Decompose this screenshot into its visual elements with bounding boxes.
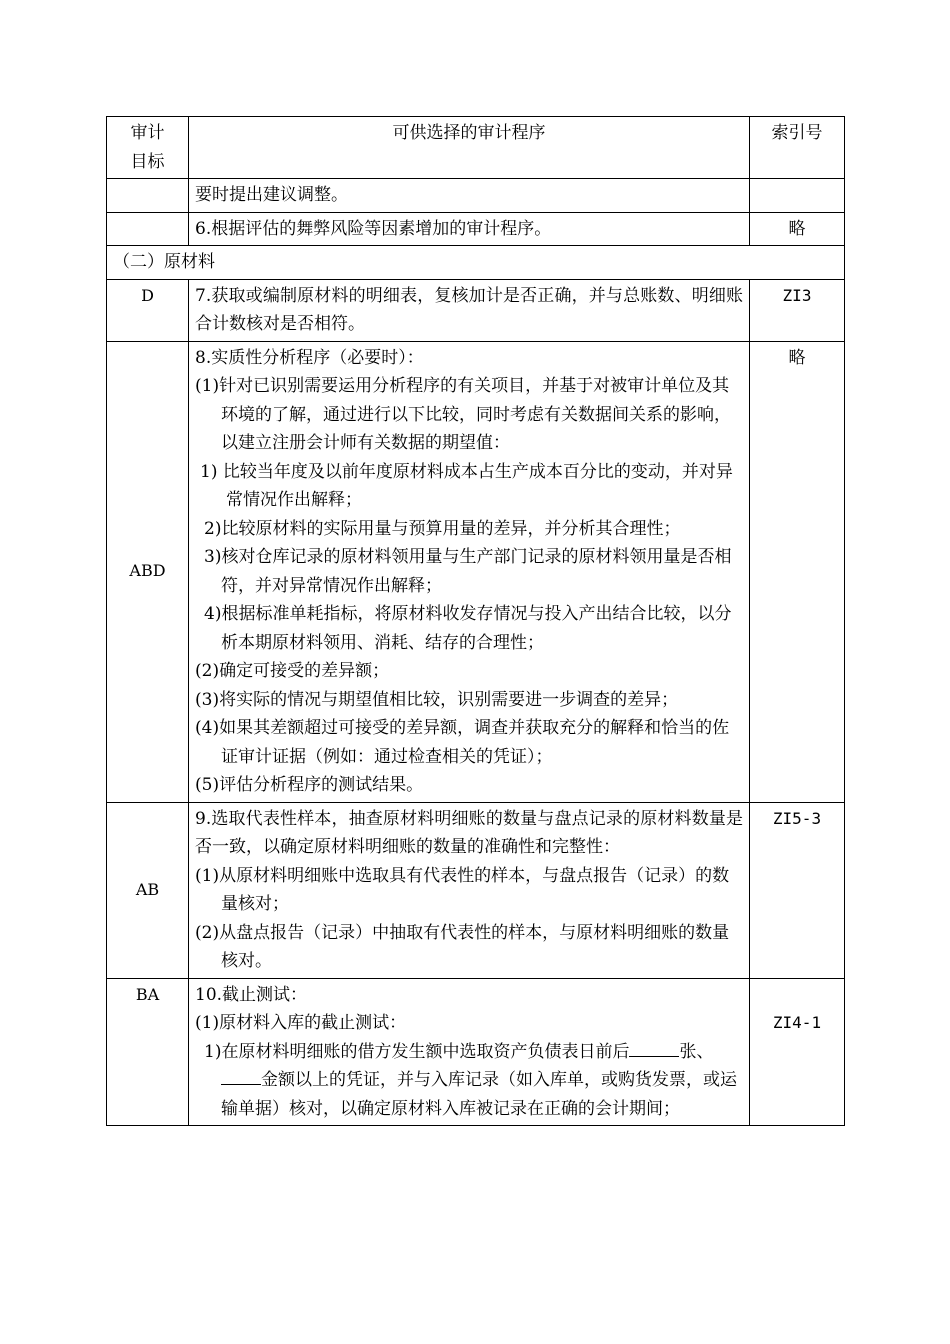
procedure-item: (1)原材料入库的截止测试： [195,1013,407,1033]
goal-cell: D [107,279,189,341]
text-part: 1)在原材料明细账的借方发生额中选取资产负债表日前后 [204,1041,630,1062]
procedure-item: (5)评估分析程序的测试结果。 [195,775,424,795]
goal-cell: BA [107,978,189,1126]
procedure-subitem: 2)比较原材料的实际用量与预算用量的差异，并分析其合理性； [204,518,681,539]
goal-cell: ABD [107,341,189,802]
index-cell: ZI4-1 [750,978,845,1126]
header-goal-line1: 审计 [130,123,165,143]
procedure-item: (4)如果其差额超过可接受的差异额，调查并获取充分的解释和恰当的佐证审计证据（例如：通过检查相关的凭证）； [195,718,730,767]
text-part: 金额以上的凭证，并与入库记录（如入库单，或购货发票，或运输单据）核对，以确定原材料入库被记录在正确的会计期间； [221,1070,737,1119]
header-index: 索引号 [750,117,845,179]
procedure-item: (3)将实际的情况与期望值相比较，识别需要进一步调查的差异； [195,689,679,710]
table-header-row [107,117,845,179]
procedure-title: 10.截止测试： [195,984,308,1005]
goal-cell [107,212,189,246]
procedure-cell [189,279,750,341]
table-row [107,212,845,246]
procedure-cell: 要时提出建议调整。 [189,179,750,213]
procedure-cell [189,341,750,802]
blank-amount-field [221,1066,261,1085]
blank-count-field [629,1038,679,1057]
index-cell: 略 [750,212,845,246]
section-row [107,246,845,280]
table-row [107,341,845,802]
procedure-item: (2)从盘点报告（记录）中抽取有代表性的样本，与原材料明细账的数量核对。 [195,922,730,971]
procedure-title: 9.选取代表性样本，抽查原材料明细账的数量与盘点记录的原材料数量是否一致，以确定原材料明细账的数量的准确性和完整性： [195,808,743,857]
audit-procedures-table [106,116,845,1126]
text-part: 张、 [679,1041,714,1062]
procedure-subitem: 3)核对仓库记录的原材料领用量与生产部门记录的原材料领用量是否相符，并对异常情况作出解释； [204,547,732,596]
table-row [107,802,845,978]
section-title: （二）原材料 [107,246,845,280]
procedure-text: 7.获取或编制原材料的明细表，复核加计是否正确，并与总账数、明细账合计数核对是否相符。 [195,285,743,334]
procedure-cell [189,802,750,978]
table-row [107,179,845,213]
goal-cell [107,179,189,213]
table-row [107,279,845,341]
index-cell: 略 [750,341,845,802]
procedure-title: 8.实质性分析程序（必要时）： [195,347,424,368]
procedure-subitem: 1) 比较当年度及以前年度原材料成本占生产成本百分比的变动，并对异常情况作出解释； [200,461,733,510]
procedure-item: (1)针对已识别需要运用分析程序的有关项目，并基于对被审计单位及其环境的了解，通过进行以下比较，同时考虑有关数据间关系的影响，以建立注册会计师有关数据的期望值： [195,376,731,453]
table-row [107,978,845,1126]
header-procedures: 可供选择的审计程序 [189,117,750,179]
procedure-cell [189,978,750,1126]
procedure-item: (2)确定可接受的差异额； [195,661,390,681]
procedure-subitem [195,1038,743,1124]
procedure-cell: 6.根据评估的舞弊风险等因素增加的审计程序。 [189,212,750,246]
index-cell: ZI3 [750,279,845,341]
header-goal-line2: 目标 [130,151,165,172]
procedure-item: (1)从原材料明细账中选取具有代表性的样本，与盘点报告（记录）的数量核对； [195,865,730,914]
goal-cell: AB [107,802,189,978]
index-cell: ZI5-3 [750,802,845,978]
header-audit-goal [107,117,189,179]
index-cell [750,179,845,213]
procedure-subitem: 4)根据标准单耗指标，将原材料收发存情况与投入产出结合比较，以分析本期原材料领用、消耗、结存的合理性； [204,604,732,653]
